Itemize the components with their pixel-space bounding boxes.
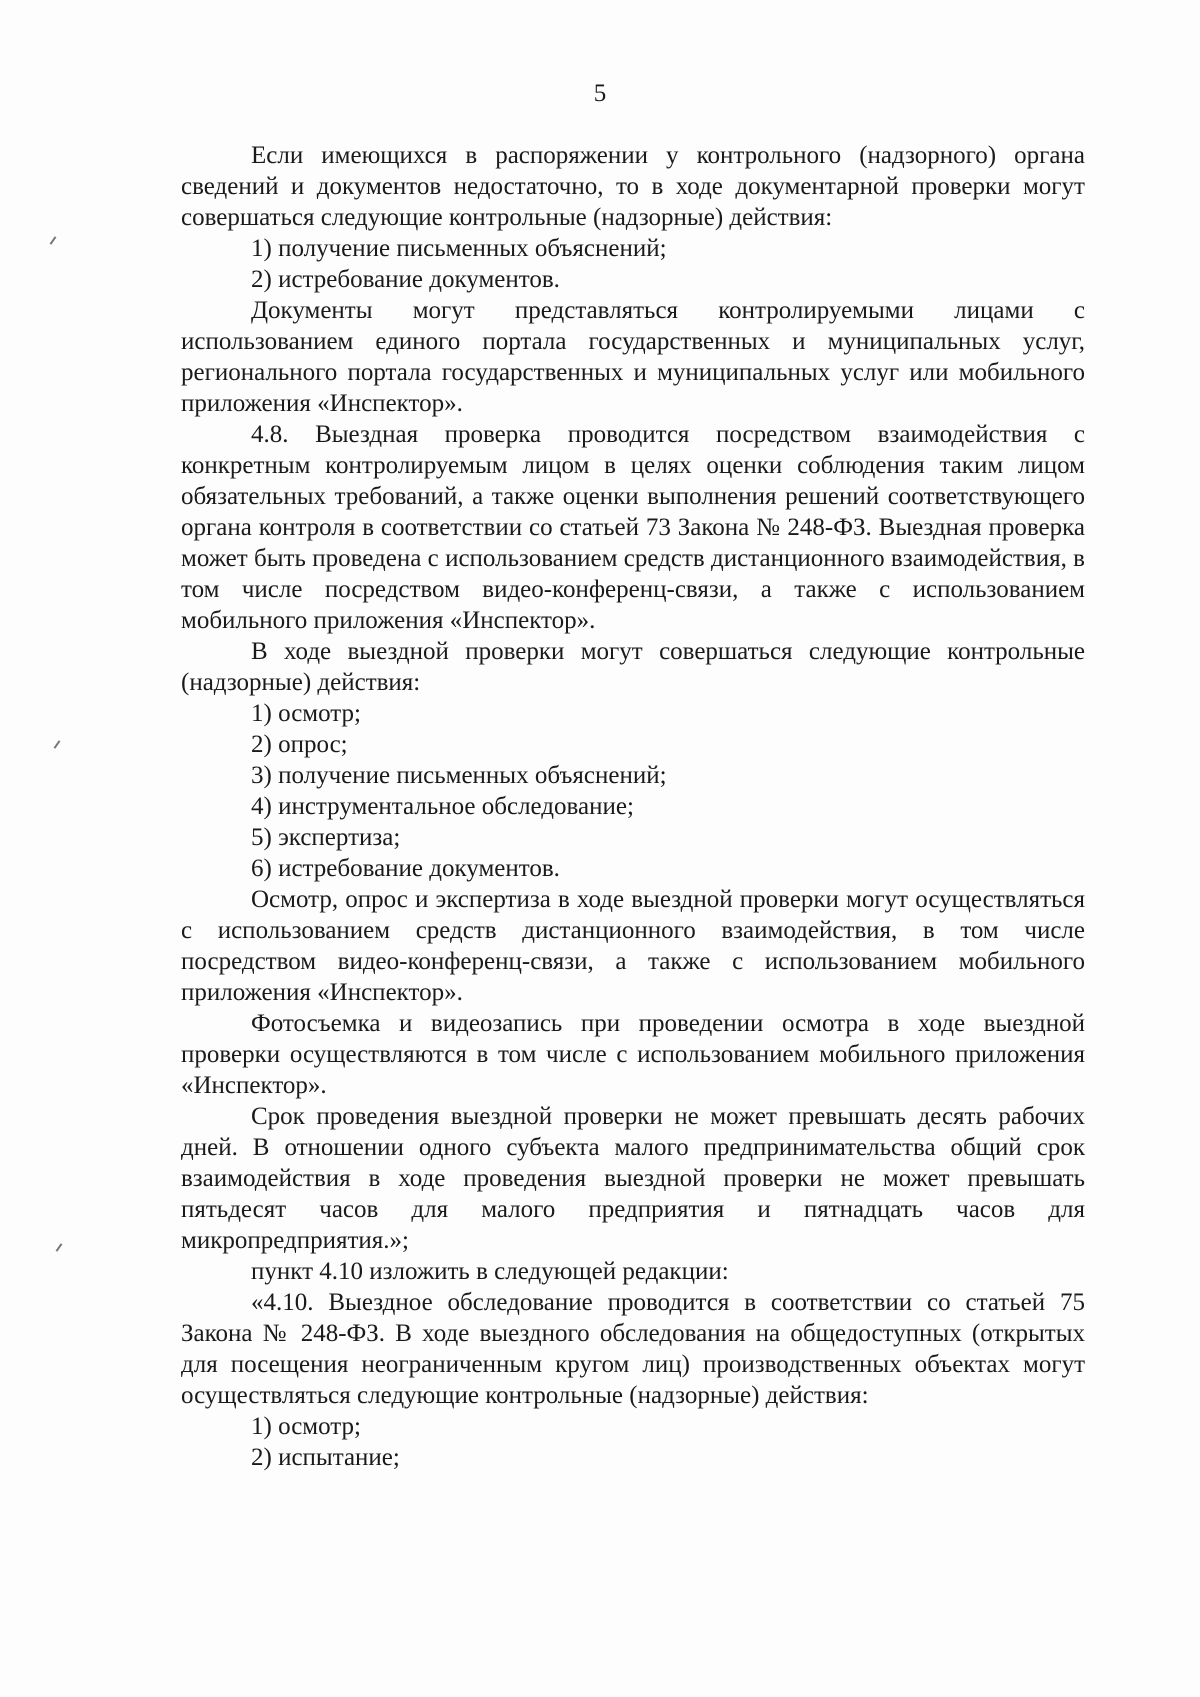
paragraph: Срок проведения выездной проверки не может превышать десять рабочих дней. В отношении одного субъекта малого предпринимательства общий срок взаимодействия в ходе проведения выездной проверки не может превышать пятьдесят часов для малого предприятия и пятнадцать часов для микропредприятия.»; bbox=[181, 1103, 1085, 1254]
list-item: 5) экспертиза; bbox=[251, 824, 401, 851]
list-item: 4) инструментальное обследование; bbox=[251, 793, 634, 820]
scan-mark bbox=[50, 236, 57, 245]
paragraph: «4.10. Выездное обследование проводится в соответствии со статьей 75 Закона № 248-ФЗ. В ходе выездного обследования на общедоступных (открытых для посещения неограниченным кругом лиц) производственных объектах могут осуществляться следующие контрольные (надзорные) действия: bbox=[181, 1289, 1085, 1409]
list-item: 1) осмотр; bbox=[251, 700, 361, 727]
scan-mark bbox=[56, 1243, 63, 1252]
document-body bbox=[181, 140, 1085, 1473]
paragraph: пункт 4.10 изложить в следующей редакции: bbox=[251, 1258, 729, 1285]
paragraph: Фотосъемка и видеозапись при проведении осмотра в ходе выездной проверки осуществляются в том числе с использованием мобильного приложения «Инспектор». bbox=[181, 1010, 1085, 1099]
list-item: 1) получение письменных объяснений; bbox=[251, 235, 667, 262]
list-item: 3) получение письменных объяснений; bbox=[251, 762, 667, 789]
list-item: 2) опрос; bbox=[251, 731, 348, 758]
list-item: 2) испытание; bbox=[251, 1444, 400, 1471]
list-item: 1) осмотр; bbox=[251, 1413, 361, 1440]
paragraph: В ходе выездной проверки могут совершаться следующие контрольные (надзорные) действия: bbox=[181, 638, 1085, 696]
paragraph: Документы могут представляться контролируемыми лицами с использованием единого портала государственных и муниципальных услуг, регионального портала государственных и муниципальных услуг или мобильного приложения «Инспектор». bbox=[181, 297, 1085, 417]
paragraph: 4.8. Выездная проверка проводится посредством взаимодействия с конкретным контролируемым лицом в целях оценки соблюдения таким лицом обязательных требований, а также оценки выполнения решений соответствующего органа контроля в соответствии со статьей 73 Закона № 248-ФЗ. Выездная проверка может быть проведена с использованием средств дистанционного взаимодействия, в том числе посредством видео-конференц-связи, а также с использованием мобильного приложения «Инспектор». bbox=[181, 421, 1085, 634]
scan-mark bbox=[54, 740, 61, 749]
page-number: 5 bbox=[593, 80, 607, 107]
list-item: 6) истребование документов. bbox=[251, 855, 560, 882]
list-item: 2) истребование документов. bbox=[251, 266, 560, 293]
paragraph: Если имеющихся в распоряжении у контрольного (надзорного) органа сведений и документов недостаточно, то в ходе документарной проверки могут совершаться следующие контрольные (надзорные) действия: bbox=[181, 142, 1085, 231]
paragraph: Осмотр, опрос и экспертиза в ходе выездной проверки могут осуществляться с использованием средств дистанционного взаимодействия, в том числе посредством видео-конференц-связи, а также с использованием мобильного приложения «Инспектор». bbox=[181, 886, 1085, 1006]
